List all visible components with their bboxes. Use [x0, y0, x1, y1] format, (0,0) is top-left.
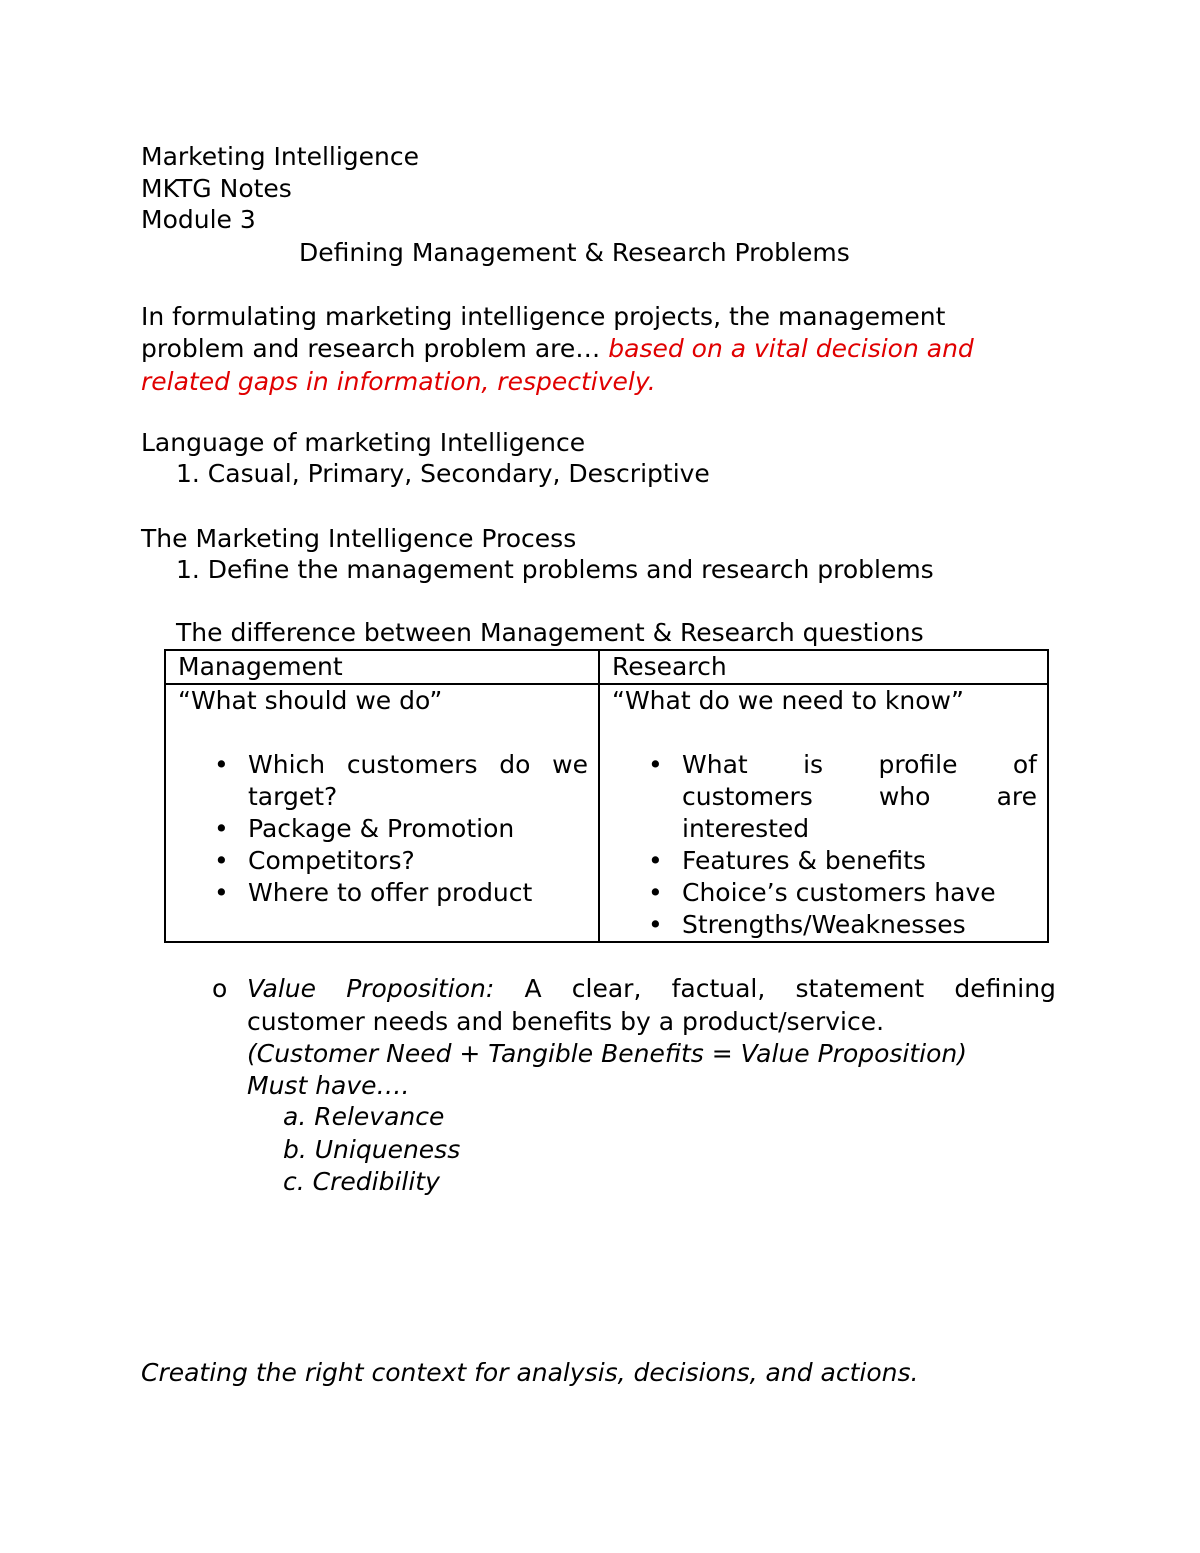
bullet-icon: • [214, 814, 229, 843]
bullet-icon: • [648, 846, 663, 875]
value-prop-must: Must have…. [247, 1071, 410, 1100]
doc-notes-label: MKTG Notes [141, 174, 292, 203]
management-bullet-1-cont: target? [248, 782, 338, 811]
doc-module-label: Module 3 [141, 205, 256, 234]
list-item: • Choice’s customers have [648, 878, 996, 907]
process-heading: The Marketing Intelligence Process [141, 524, 577, 553]
list-item: • What is profile of customers who are interested [648, 750, 1037, 843]
doc-course-title: Marketing Intelligence [141, 142, 420, 171]
value-prop-line-1: Value Proposition: A clear, factual, statement defining [247, 974, 1056, 1003]
bullet-icon: • [648, 878, 663, 907]
bullet-icon: • [214, 750, 229, 779]
bullet-icon: • [648, 750, 663, 779]
hollow-bullet-icon: o [212, 974, 228, 1003]
bullet-icon: • [214, 846, 229, 875]
footer-tagline: Creating the right context for analysis, decisions, and actions. [141, 1358, 919, 1387]
list-item: • Features & benefits [648, 846, 926, 875]
research-quote: “What do we need to know” [612, 686, 964, 715]
process-item-1: 1. Define the management problems and research problems [176, 555, 934, 584]
management-bullets [178, 749, 588, 909]
research-cell [599, 684, 1048, 942]
management-quote: “What should we do” [178, 686, 443, 715]
intro-line-2 [141, 333, 974, 365]
value-prop-formula: (Customer Need + Tangible Benefits = Value Proposition) [247, 1039, 968, 1068]
management-cell [165, 684, 599, 942]
intro-emphasis-1: based on a vital decision and [608, 334, 974, 363]
comparison-table [164, 649, 1049, 943]
value-prop-item-a: a. Relevance [283, 1102, 445, 1131]
value-prop-item-c: c. Credibility [283, 1167, 440, 1196]
list-item: • Strengths/Weaknesses [648, 910, 966, 939]
header-research: Research [599, 650, 1048, 684]
intro-line-2-plain: problem and research problem are… [141, 334, 609, 363]
list-item: • Which customers do we target? [214, 750, 588, 811]
intro-emphasis-2: related gaps in information, respectively. [141, 367, 656, 396]
bullet-icon: • [648, 910, 663, 939]
language-item-1: 1. Casual, Primary, Secondary, Descriptive [176, 459, 710, 488]
language-heading: Language of marketing Intelligence [141, 428, 586, 457]
doc-title: Defining Management & Research Problems [299, 238, 850, 267]
intro-line-1: In formulating marketing intelligence projects, the management [141, 302, 946, 331]
list-item: • Package & Promotion [214, 814, 515, 843]
table-body-row [165, 684, 1048, 942]
research-bullets [612, 749, 1037, 941]
header-management: Management [165, 650, 599, 684]
bullet-icon: • [214, 878, 229, 907]
value-prop-line-2: customer needs and benefits by a product/service. [247, 1007, 885, 1036]
table-header-row [165, 650, 1048, 684]
list-item: • Competitors? [214, 846, 415, 875]
value-prop-item-b: b. Uniqueness [283, 1135, 461, 1164]
table-caption: The difference between Management & Research questions [176, 618, 924, 647]
list-item: • Where to offer product [214, 878, 533, 907]
